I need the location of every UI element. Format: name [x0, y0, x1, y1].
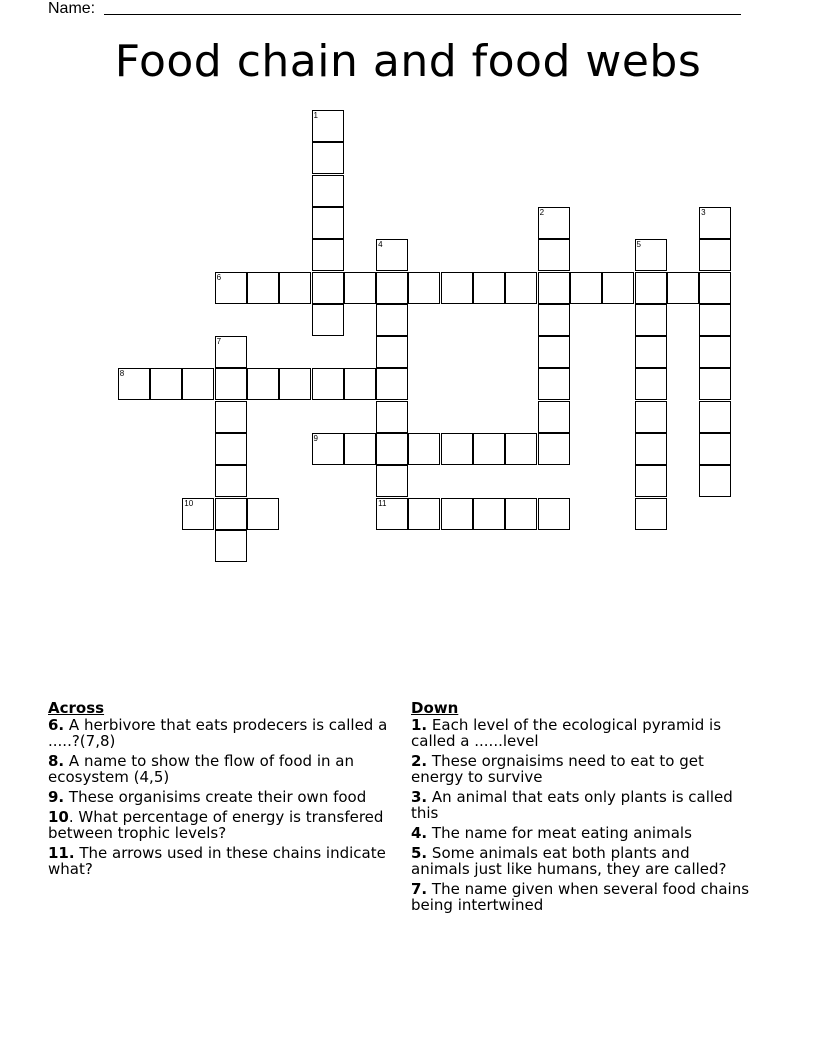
grid-cell[interactable]: [376, 239, 408, 271]
grid-cell[interactable]: [441, 498, 473, 530]
clue-number: 4: [378, 240, 383, 250]
down-clue: 7. The name given when several food chains being intertwined: [411, 880, 750, 914]
clue-number: 11: [378, 498, 387, 508]
grid-cell[interactable]: [635, 465, 667, 497]
grid-cell[interactable]: [344, 272, 376, 304]
grid-cell[interactable]: [635, 368, 667, 400]
grid-cell[interactable]: [215, 336, 247, 368]
clue-number: 7: [216, 337, 222, 347]
grid-cell[interactable]: [215, 465, 247, 497]
grid-cell[interactable]: [376, 304, 408, 336]
grid-cell[interactable]: [150, 368, 182, 400]
grid-cell[interactable]: [344, 433, 376, 465]
grid-cell[interactable]: [376, 433, 408, 465]
down-clue: 3. An animal that eats only plants is called this: [411, 788, 733, 822]
grid-cell[interactable]: [344, 368, 376, 400]
grid-cell[interactable]: [538, 207, 570, 239]
grid-cell[interactable]: [408, 498, 440, 530]
grid-cell[interactable]: [699, 239, 731, 271]
grid-cell[interactable]: [699, 207, 731, 239]
grid-cell[interactable]: [538, 498, 570, 530]
grid-cell[interactable]: [312, 433, 344, 465]
grid-cell[interactable]: [376, 368, 408, 400]
grid-cell[interactable]: [505, 272, 537, 304]
grid-cell[interactable]: [376, 465, 408, 497]
grid-cell[interactable]: [699, 368, 731, 400]
grid-cell[interactable]: [279, 368, 311, 400]
grid-cell[interactable]: [602, 272, 634, 304]
grid-cell[interactable]: [635, 401, 667, 433]
clue-number: 2: [539, 207, 545, 217]
grid-cell[interactable]: [699, 401, 731, 433]
down-clue: 1. Each level of the ecological pyramid is called a ......level: [411, 716, 722, 750]
grid-cell[interactable]: [182, 498, 214, 530]
down-clue: 5. Some animals eat both plants and animals just like humans, they are called?: [411, 844, 727, 878]
grid-cell[interactable]: [279, 272, 311, 304]
down-heading: Down: [411, 699, 459, 717]
grid-cell[interactable]: [247, 272, 279, 304]
clue-number: 5: [636, 240, 641, 250]
grid-cell[interactable]: [538, 401, 570, 433]
name-field[interactable]: [48, 0, 748, 20]
name-label: Name:: [48, 0, 96, 17]
grid-cell[interactable]: [376, 336, 408, 368]
down-clues: [411, 700, 751, 917]
grid-cell[interactable]: [699, 433, 731, 465]
grid-cell[interactable]: [312, 239, 344, 271]
grid-cell[interactable]: [505, 498, 537, 530]
across-clues: [48, 700, 388, 881]
grid-cell[interactable]: [635, 433, 667, 465]
grid-cell[interactable]: [635, 304, 667, 336]
grid-cell[interactable]: [408, 433, 440, 465]
across-clue: 8. A name to show the flow of food in an ecosystem (4,5): [48, 752, 354, 786]
grid-cell[interactable]: [376, 272, 408, 304]
grid-cell[interactable]: [182, 368, 214, 400]
grid-cell[interactable]: [312, 304, 344, 336]
page-title: Food chain and food webs: [114, 36, 702, 87]
grid-cell[interactable]: [376, 401, 408, 433]
grid-cell[interactable]: [215, 272, 247, 304]
grid-cell[interactable]: [635, 272, 667, 304]
across-clue: 11. The arrows used in these chains indicate what?: [48, 844, 386, 878]
grid-cell[interactable]: [215, 433, 247, 465]
grid-cell[interactable]: [538, 272, 570, 304]
grid-cell[interactable]: [635, 498, 667, 530]
across-clue: 9. These organisims create their own food: [48, 788, 367, 806]
grid-cell[interactable]: [699, 465, 731, 497]
grid-cell[interactable]: [699, 304, 731, 336]
grid-cell[interactable]: [215, 368, 247, 400]
grid-cell[interactable]: [667, 272, 699, 304]
grid-cell[interactable]: [505, 433, 537, 465]
clue-number: 9: [313, 434, 318, 443]
clue-number: 10: [184, 498, 194, 508]
grid-cell[interactable]: [538, 368, 570, 400]
clue-number: 3: [701, 207, 706, 217]
grid-cell[interactable]: [570, 272, 602, 304]
across-clue: 10. What percentage of energy is transfered between trophic levels?: [48, 808, 384, 842]
grid-cell[interactable]: [247, 498, 279, 530]
name-underline[interactable]: [104, 14, 741, 15]
down-clue: 2. These orgnaisims need to eat to get energy to survive: [411, 752, 704, 786]
clue-number: 6: [216, 272, 222, 282]
grid-cell[interactable]: [699, 336, 731, 368]
grid-cell[interactable]: [215, 401, 247, 433]
down-clue: 4. The name for meat eating animals: [411, 824, 692, 842]
grid-cell[interactable]: [473, 433, 505, 465]
grid-cell[interactable]: [473, 498, 505, 530]
grid-cell[interactable]: [538, 433, 570, 465]
grid-cell[interactable]: [312, 272, 344, 304]
grid-cell[interactable]: [538, 304, 570, 336]
grid-cell[interactable]: [408, 272, 440, 304]
grid-cell[interactable]: [247, 368, 279, 400]
clue-number: 8: [119, 369, 125, 379]
grid-cell[interactable]: [215, 530, 247, 562]
grid-cell[interactable]: [538, 336, 570, 368]
grid-cell[interactable]: [312, 175, 344, 207]
across-heading: Across: [48, 699, 105, 717]
clue-number: 1: [313, 111, 318, 120]
grid-cell[interactable]: [699, 272, 731, 304]
grid-cell[interactable]: [441, 272, 473, 304]
grid-cell[interactable]: [312, 368, 344, 400]
grid-cell[interactable]: [473, 272, 505, 304]
grid-cell[interactable]: [376, 498, 408, 530]
grid-cell[interactable]: [118, 368, 150, 400]
grid-cell[interactable]: [635, 239, 667, 271]
grid-cell[interactable]: [441, 433, 473, 465]
grid-cell[interactable]: [538, 239, 570, 271]
grid-cell[interactable]: [215, 498, 247, 530]
grid-cell[interactable]: [312, 142, 344, 174]
grid-cell[interactable]: [312, 110, 344, 142]
across-clue: 6. A herbivore that eats prodecers is called a .....?(7,8): [48, 716, 388, 750]
grid-cell[interactable]: [635, 336, 667, 368]
grid-cell[interactable]: [312, 207, 344, 239]
